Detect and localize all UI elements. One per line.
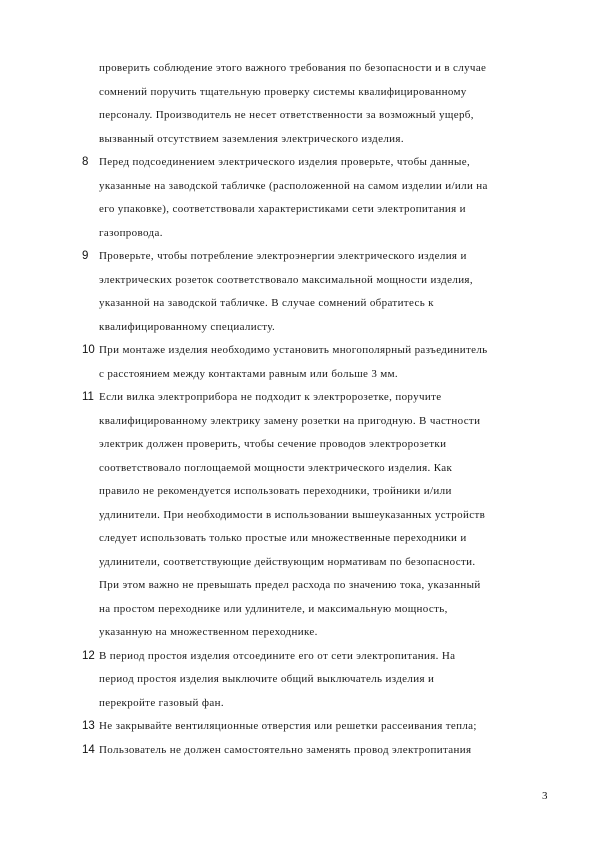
text-line: сомнений поручить тщательную проверку системы квалифицированному (99, 85, 467, 98)
text-line: вызванный отсутствием заземления электрического изделия. (99, 132, 404, 145)
text-line: период простоя изделия выключите общий выключатель изделия и (99, 673, 435, 685)
text-line: удлинители, соответствующие действующим нормативам по безопасности. (99, 555, 476, 568)
paragraph-number: 9 (82, 250, 89, 262)
text-line: персоналу. Производитель не несет ответственности за возможный ущерб, (99, 109, 474, 121)
text-line: указанной на заводской табличке. В случае сомнений обратитесь к (99, 297, 434, 309)
numbered-paragraph (82, 339, 550, 386)
text-line: соответствовало поглощаемой мощности электрического изделия. Как (99, 461, 453, 474)
paragraph-number: 8 (82, 156, 89, 168)
text-line: его упаковке), соответствовали характеристиками сети электропитания и (99, 203, 466, 215)
paragraph-number: 11 (82, 391, 94, 403)
paragraph-number: 13 (82, 720, 95, 732)
numbered-paragraph (82, 151, 550, 245)
text-line: При монтаже изделия необходимо установить многополярный разъединитель (99, 344, 488, 356)
text-line: Проверьте, чтобы потребление электроэнергии электрического изделия и (99, 250, 467, 262)
paragraph-number: 12 (82, 649, 95, 662)
text-line: В период простоя изделия отсоедините его от сети электропитания. На (99, 649, 456, 662)
page-number: 3 (542, 790, 548, 802)
text-line: Если вилка электроприбора не подходит к электророзетке, поручите (99, 391, 442, 403)
text-line: на простом переходнике или удлинителе, и максимальную мощность, (99, 602, 448, 615)
numbered-paragraph (82, 386, 550, 645)
text-line: перекройте газовый фан. (99, 696, 224, 709)
text-line: Перед подсоединением электрического изделия проверьте, чтобы данные, (99, 156, 471, 168)
text-line: квалифицированному специалисту. (99, 320, 276, 333)
text-line: квалифицированному электрику замену розетки на пригодную. В частности (99, 414, 481, 427)
text-line: проверить соблюдение этого важного требования по безопасности и в случае (99, 62, 487, 74)
numbered-paragraph (82, 715, 550, 739)
text-line: удлинители. При необходимости в использовании вышеуказанных устройств (99, 508, 486, 521)
continued-paragraph (82, 57, 550, 151)
text-line: При этом важно не превышать предел расхода по значению тока, указанный (99, 579, 481, 591)
text-line: Не закрывайте вентиляционные отверстия или решетки рассеивания тепла; (99, 720, 477, 732)
text-line: газопровода. (99, 226, 163, 239)
paragraph-number: 10 (82, 344, 95, 356)
text-line: с расстоянием между контактами равным или больше 3 мм. (99, 367, 399, 380)
numbered-paragraph (82, 645, 550, 716)
text-line: электрик должен проверить, чтобы сечение проводов электророзетки (99, 438, 447, 450)
text-line: Пользователь не должен самостоятельно заменять провод электропитания (99, 743, 472, 756)
paragraph-number: 14 (82, 743, 95, 756)
page-body (82, 57, 550, 762)
text-line: следует использовать только простые или множественные переходники и (99, 532, 467, 544)
text-line: правило не рекомендуется использовать переходники, тройники и/или (99, 485, 452, 497)
text-line: электрических розеток соответствовало максимальной мощности изделия, (99, 273, 473, 286)
text-line: указанные на заводской табличке (расположенной на самом изделии и/или на (99, 179, 488, 192)
numbered-paragraph (82, 739, 550, 763)
numbered-paragraph (82, 245, 550, 339)
text-line: указанную на множественном переходнике. (99, 626, 318, 638)
